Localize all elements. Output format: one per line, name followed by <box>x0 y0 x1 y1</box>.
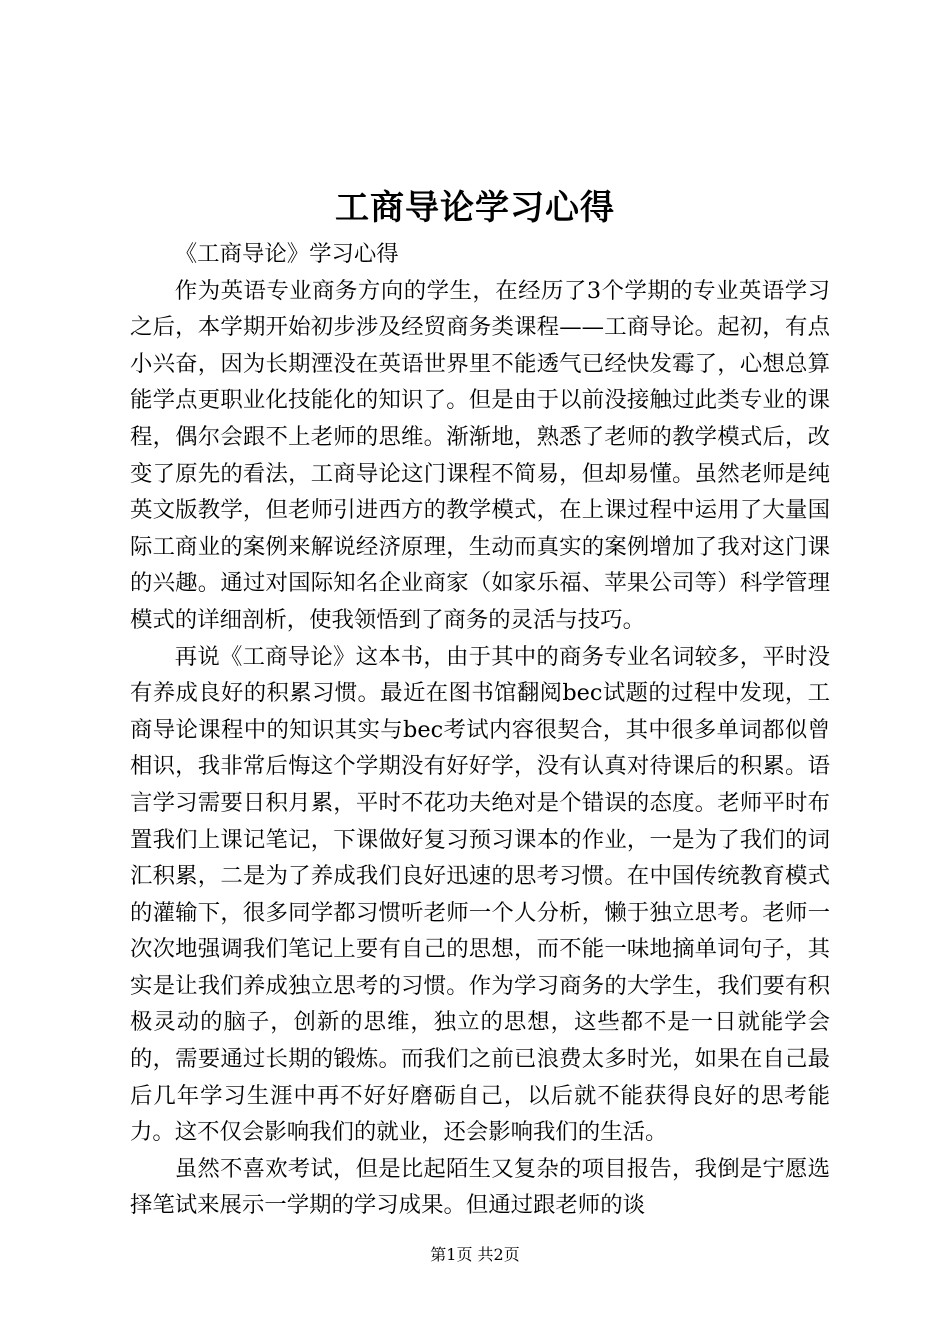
paragraph: 作为英语专业商务方向的学生，在经历了3个学期的专业英语学习之后，本学期开始初步涉及经贸商务类课程——工商导论。起初，有点小兴奋，因为长期湮没在英语世界里不能透气已经快发霉了，心想总算能学点更职业化技能化的知识了。但是由于以前没接触过此类专业的课程，偶尔会跟不上老师的思维。渐渐地，熟悉了老师的教学模式后，改变了原先的看法，工商导论这门课程不简易，但却易懂。虽然老师是纯英文版教学，但老师引进西方的教学模式，在上课过程中运用了大量国际工商业的案例来解说经济原理，生动而真实的案例增加了我对这门课的兴趣。通过对国际知名企业商家（如家乐福、苹果公司等）科学管理模式的详细剖析，使我领悟到了商务的灵活与技巧。 <box>130 277 830 633</box>
paragraph: 虽然不喜欢考试，但是比起陌生又复杂的项目报告，我倒是宁愿选择笔试来展示一学期的学习成果。但通过跟老师的谈 <box>130 1155 830 1219</box>
document-body <box>130 236 830 1224</box>
page-number: 第1页 共2页 <box>430 1245 520 1264</box>
paragraph-subtitle: 《工商导论》学习心得 <box>174 241 399 267</box>
document-title: 工商导论学习心得 <box>335 188 615 228</box>
paragraph: 再说《工商导论》这本书，由于其中的商务专业名词较多，平时没有养成良好的积累习惯。最近在图书馆翻阅bec试题的过程中发现，工商导论课程中的知识其实与bec考试内容很契合，其中很多单词都似曾相识，我非常后悔这个学期没有好好学，没有认真对待课后的积累。语言学习需要日积月累，平时不花功夫绝对是个错误的态度。老师平时布置我们上课记笔记，下课做好复习预习课本的作业，一是为了我们的词汇积累，二是为了养成我们良好迅速的思考习惯。在中国传统教育模式的灌输下，很多同学都习惯听老师一个人分析，懒于独立思考。老师一次次地强调我们笔记上要有自己的思想，而不能一味地摘单词句子，其实是让我们养成独立思考的习惯。作为学习商务的大学生，我们要有积极灵动的脑子，创新的思维，独立的思想，这些都不是一日就能学会的，需要通过长期的锻炼。而我们之前已浪费太多时光，如果在自己最后几年学习生涯中再不好好磨砺自己，以后就不能获得良好的思考能力。这不仅会影响我们的就业，还会影响我们的生活。 <box>130 643 830 1146</box>
